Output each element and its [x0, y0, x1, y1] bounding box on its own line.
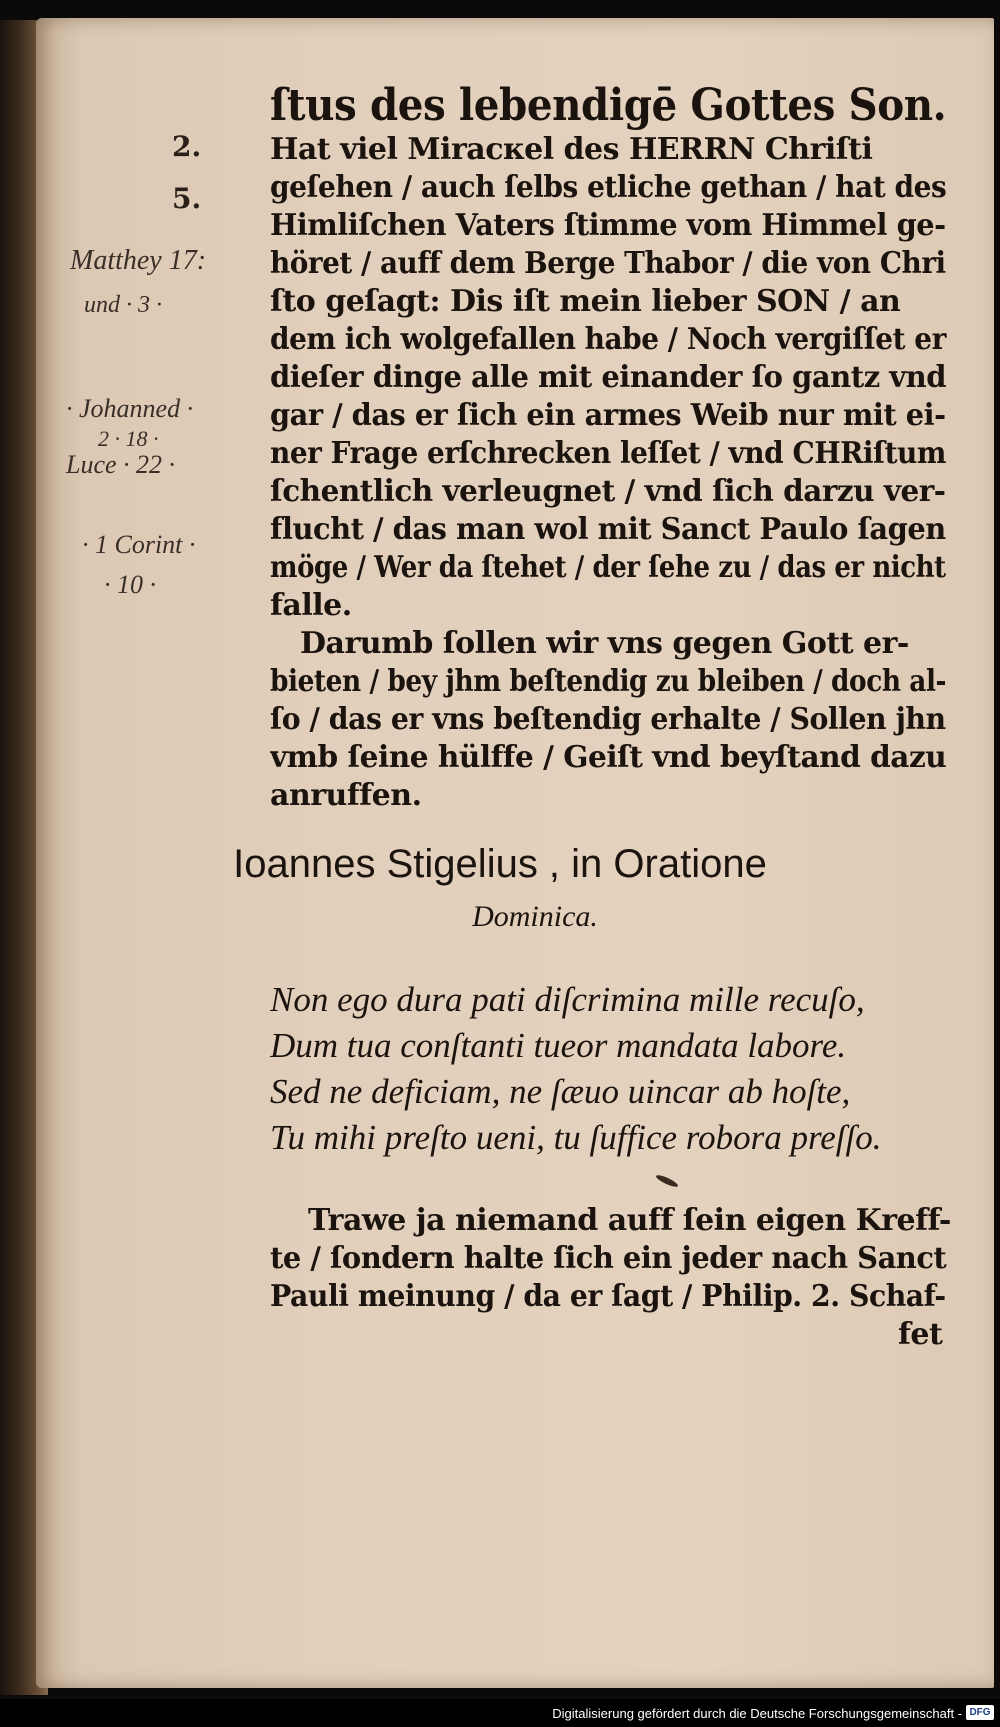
text-line: ſo / das er vns beſtendig erhalte / Sollen jhn	[270, 702, 946, 737]
footer-credit: Digitalisierung gefördert durch die Deutsche Forschungsgemeinschaft -	[552, 1706, 962, 1721]
verse-line: Non ego dura pati diſcrimina mille recuſo,	[270, 980, 865, 1019]
handwritten-note: Luce · 22 ·	[66, 450, 176, 479]
handwritten-note: Matthey 17:	[70, 245, 207, 276]
text-line: dieſer dinge alle mit einander ſo gantz vnd	[270, 360, 947, 395]
text-line: ner Frage erſchrecken leſſet / vnd CHRiſtum	[270, 436, 946, 471]
text-line: dem ich wolgefallen habe / Noch vergiſſet er	[270, 322, 946, 357]
verse-line: Tu mihi preſto ueni, tu ſuffice robora preſſo.	[270, 1118, 882, 1157]
text-line: te / ſondern halte ſich ein jeder nach Sanct	[270, 1241, 947, 1276]
margin-number: 2.	[172, 130, 202, 163]
text-line: höret / auff dem Berge Thabor / die von Chri	[270, 246, 946, 281]
text-line: möge / Wer da ſtehet / der ſehe zu / das er nicht	[270, 550, 946, 585]
text-line: ſtus des lebendigē Gottes Son.	[270, 80, 947, 131]
text-line: flucht / das man wol mit Sanct Paulo ſagen	[270, 512, 946, 547]
text-line: falle.	[270, 588, 352, 623]
handwritten-note: und · 3 ·	[84, 292, 162, 318]
dfg-logo: DFG	[966, 1705, 994, 1720]
text-line: vmb ſeine hülffe / Geiſt vnd beyſtand dazu	[270, 740, 947, 775]
handwritten-note: · 10 ·	[104, 570, 156, 599]
handwritten-note: · 1 Corint ·	[82, 530, 196, 559]
text-line: Himliſchen Vaters ſtimme vom Himmel ge-	[270, 208, 946, 243]
handwritten-note: 2 · 18 ·	[98, 426, 159, 451]
digitization-footer	[0, 1699, 1000, 1727]
text-line: Hat viel Miracкel des HERRN Chriſti	[270, 132, 873, 167]
text-line: gar / das er ſich ein armes Weib nur mit ei-	[270, 398, 946, 433]
catchword: fet	[898, 1317, 943, 1352]
text-line: ſto geſagt: Dis iſt mein lieber SON / an	[270, 284, 901, 319]
text-line: anruffen.	[270, 778, 422, 813]
section-subheading: Dominica.	[472, 900, 598, 933]
margin-number: 5.	[172, 182, 202, 215]
text-line: geſehen / auch ſelbs etliche gethan / hat des	[270, 170, 947, 205]
text-line: ſchentlich verleugnet / vnd ſich darzu ver-	[270, 474, 946, 509]
section-heading: Ioannes Stigelius , in Oratione	[233, 842, 767, 886]
handwritten-note: · Johanned ·	[66, 394, 194, 423]
text-line: Darumb ſollen wir vns gegen Gott er-	[300, 626, 909, 661]
verse-line: Sed ne deficiam, ne ſæuo uincar ab hoſte,	[270, 1072, 851, 1111]
text-line: bieten / bey jhm beſtendig zu bleiben / doch al-	[270, 664, 947, 699]
verse-line: Dum tua conſtanti tueor mandata labore.	[270, 1026, 847, 1065]
text-line: Pauli meinung / da er ſagt / Philip. 2. Schaf-	[270, 1279, 946, 1314]
text-line: Trawe ja niemand auff ſein eigen Kreff-	[308, 1203, 951, 1238]
